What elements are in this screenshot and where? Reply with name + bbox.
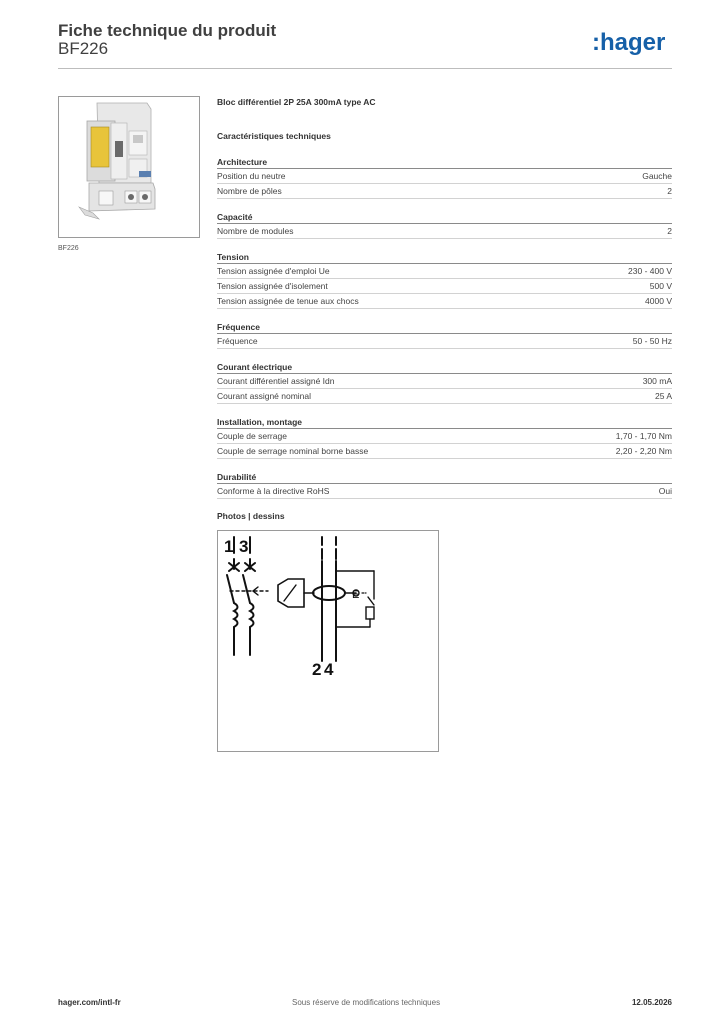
product-reference: BF226 [58, 39, 109, 58]
spec-row [217, 484, 672, 499]
spec-row [217, 334, 672, 349]
wiring-diagram-drawing [218, 531, 438, 751]
spec-row [217, 264, 672, 279]
spec-row [217, 184, 672, 199]
spec-row [217, 294, 672, 309]
footer-website[interactable]: hager.com/intl-fr [58, 998, 121, 1007]
terminal-3-label: 3 [239, 537, 249, 556]
spec-label: Nombre de modules [217, 226, 294, 236]
spec-group-title: Installation, montage [217, 416, 672, 429]
terminal-4-label: 4 [324, 660, 334, 679]
spec-group-title: Fréquence [217, 321, 672, 334]
spec-label: Tension assignée de tenue aux chocs [217, 296, 359, 306]
spec-value: 25 A [654, 391, 672, 401]
header-divider [58, 68, 672, 69]
spec-label: Couple de serrage [217, 431, 287, 441]
spec-group-title: Tension [217, 251, 672, 264]
spec-value: Gauche [642, 171, 672, 181]
spec-group [217, 416, 672, 459]
footer-date: 12.05.2026 [631, 998, 672, 1007]
spec-group-title: Capacité [217, 211, 672, 224]
spec-row [217, 279, 672, 294]
footer-notice: Sous réserve de modifications techniques [292, 998, 441, 1007]
spec-group [217, 361, 672, 404]
spec-value: 500 V [649, 281, 672, 291]
spec-section [217, 96, 672, 499]
spec-row [217, 374, 672, 389]
product-image-caption: BF226 [58, 245, 79, 252]
product-image [58, 96, 200, 238]
spec-value: 2 [667, 186, 672, 196]
hager-logo-text: :hager [592, 29, 666, 56]
product-illustration [59, 97, 199, 237]
hager-logo [592, 28, 676, 58]
spec-group-title: Durabilité [217, 471, 672, 484]
spec-group-title: Courant électrique [217, 361, 672, 374]
spec-heading: Caractéristiques techniques [217, 131, 331, 141]
spec-row [217, 389, 672, 404]
spec-value: 1,70 - 1,70 Nm [615, 431, 672, 441]
spec-label: Courant différentiel assigné Idn [217, 376, 335, 386]
spec-row [217, 169, 672, 184]
page-title: Fiche technique du produit [58, 21, 277, 40]
spec-value: Oui [658, 486, 672, 496]
spec-group-title: Architecture [217, 156, 672, 169]
spec-group [217, 211, 672, 239]
spec-value: 230 - 400 V [628, 266, 672, 276]
spec-label: Couple de serrage nominal borne basse [217, 446, 369, 456]
terminal-2-label: 2 [312, 660, 322, 679]
spec-value: 2,20 - 2,20 Nm [615, 446, 672, 456]
spec-label: Tension assignée d'emploi Ue [217, 266, 330, 276]
spec-group [217, 251, 672, 309]
spec-group [217, 471, 672, 499]
spec-groups [217, 156, 672, 499]
wiring-diagram [217, 530, 439, 752]
spec-label: Fréquence [217, 336, 258, 346]
spec-label: Tension assignée d'isolement [217, 281, 328, 291]
spec-row [217, 224, 672, 239]
spec-label: Courant assigné nominal [217, 391, 312, 401]
test-button-label: E [352, 589, 360, 601]
spec-row [217, 444, 672, 459]
spec-value: 2 [667, 226, 672, 236]
spec-group [217, 321, 672, 349]
spec-value: 50 - 50 Hz [632, 336, 672, 346]
spec-value: 300 mA [642, 376, 672, 386]
spec-label: Conforme à la directive RoHS [217, 486, 330, 496]
photos-heading: Photos | dessins [217, 511, 285, 521]
spec-value: 4000 V [645, 296, 672, 306]
spec-group [217, 156, 672, 199]
product-title: Bloc différentiel 2P 25A 300mA type AC [217, 97, 376, 107]
spec-label: Nombre de pôles [217, 186, 282, 196]
spec-label: Position du neutre [217, 171, 286, 181]
terminal-1-label: 1 [224, 537, 234, 556]
spec-row [217, 429, 672, 444]
